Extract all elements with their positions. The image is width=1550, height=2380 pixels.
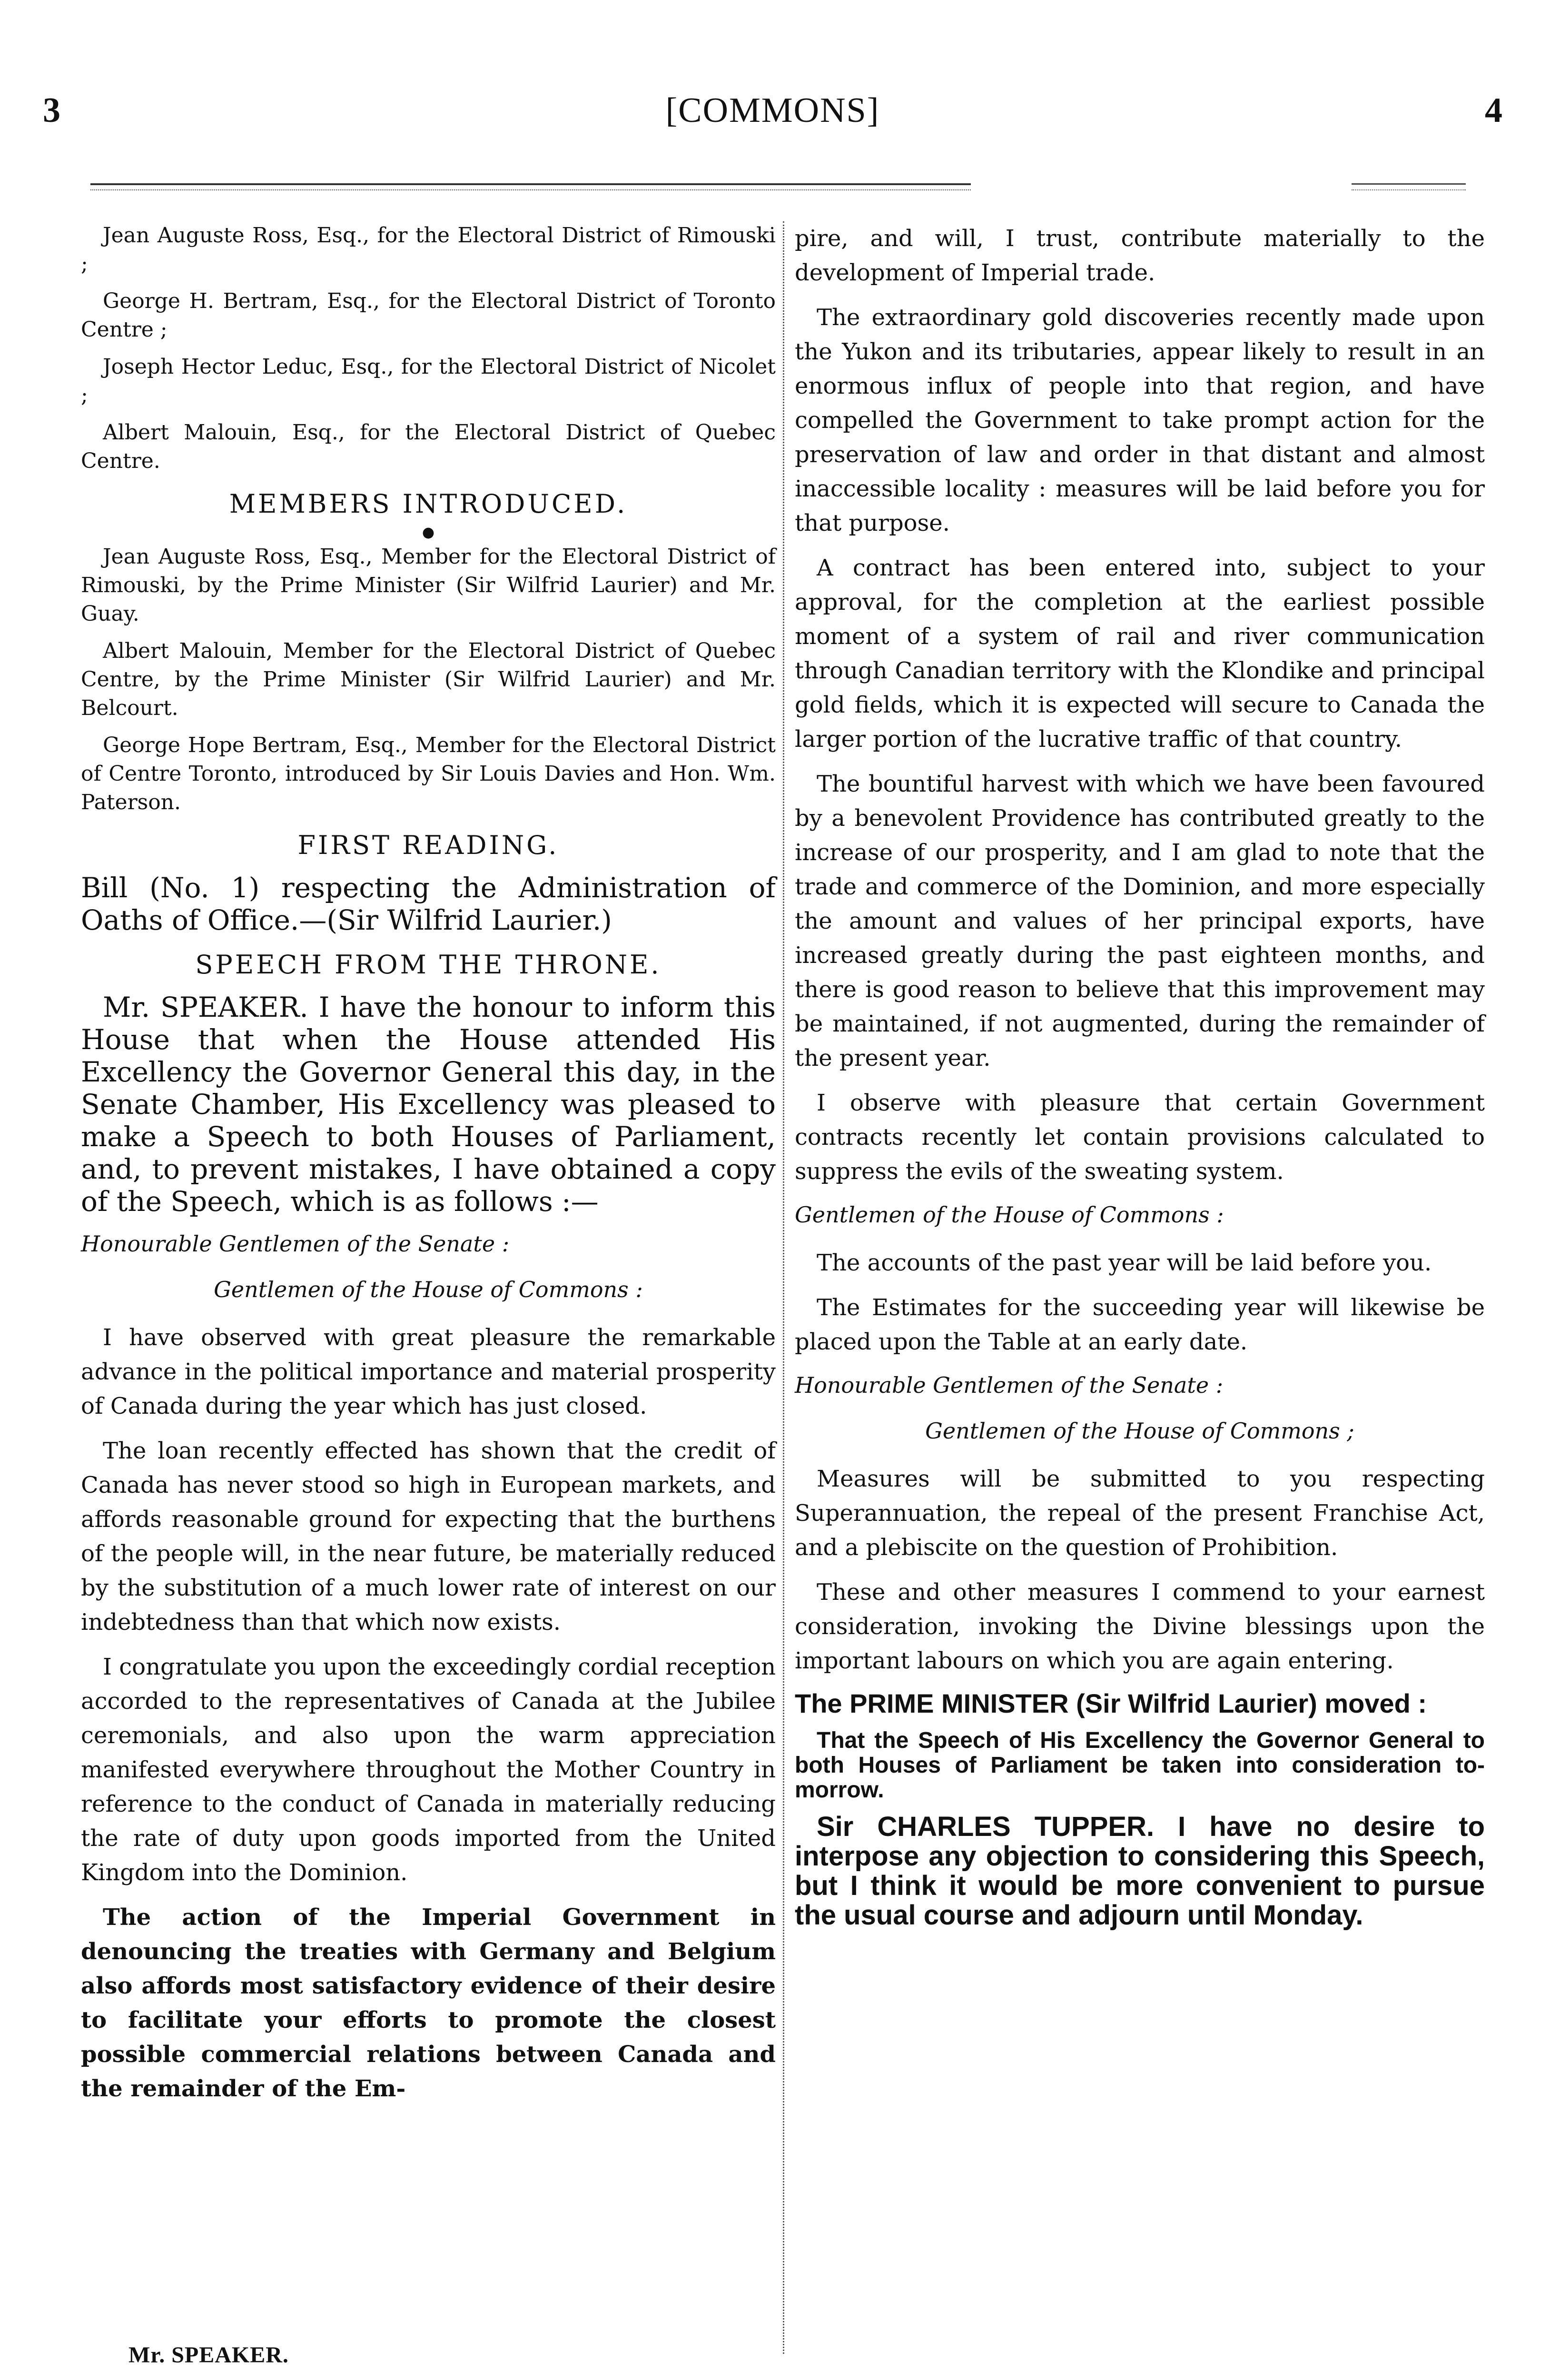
speech-paragraph: These and other measures I commend to your earnest consideration, invoking the Divine blessings upon the important labours on which you are again entering. [795, 1579, 1485, 1674]
speech-paragraph: I observe with pleasure that certain Government contracts recently let contain provisions calculated to suppress the evils of the sweating system. [795, 1090, 1485, 1185]
speech-paragraph: The accounts of the past year will be laid before you. [817, 1250, 1432, 1276]
salutation-commons: Gentlemen of the House of Commons : [795, 1202, 1224, 1228]
section-heading-members-introduced: MEMBERS INTRODUCED. [229, 489, 628, 519]
speech-paragraph: A contract has been entered into, subject to your approval, for the completion at the earliest possible moment of a system of rail and river communication through Canadian territory with the Klondike and principal gold fields, which it is expected will secure to Canada the larger portion of the lucrative traffic of that country. [795, 555, 1485, 753]
speech-paragraph: The Estimates for the succeeding year will likewise be placed upon the Table at an early date. [795, 1294, 1485, 1355]
member-introduced: Jean Auguste Ross, Esq., Member for the Electoral District of Rimouski, by the Prime Minister (Sir Wilfrid Laurier) and Mr. Guay. [81, 545, 776, 626]
page-number-left: 3 [43, 91, 60, 130]
salutation-senate: Honourable Gentlemen of the Senate : [795, 1372, 1224, 1398]
page-header [43, 90, 1502, 148]
speech-paragraph: The extraordinary gold discoveries recently made upon the Yukon and its tributaries, appear likely to result in an enormous influx of people into that region, and have compelled the Government to take prompt action for the preservation of law and order in that distant and almost inaccessible locality : measures will be laid before you for that purpose. [795, 304, 1485, 536]
section-heading-first-reading: FIRST READING. [297, 830, 559, 860]
right-column [795, 221, 1485, 1930]
section-heading-speech: SPEECH FROM THE THRONE. [195, 950, 661, 980]
prime-minister-motion-intro: The PRIME MINISTER (Sir Wilfrid Laurier) moved : [795, 1688, 1427, 1718]
member-sworn: George H. Bertram, Esq., for the Electoral District of Toronto Centre ; [81, 289, 776, 342]
bill-text: Bill (No. 1) respecting the Administration of Oaths of Office.—(Sir Wilfrid Laurier.) [81, 872, 776, 936]
member-introduced: George Hope Bertram, Esq., Member for the Electoral District of Centre Toronto, introduced by Sir Louis Davies and Hon. Wm. Paterson. [81, 733, 776, 814]
speaker-statement: Mr. SPEAKER. I have the honour to inform this House that when the House attended His Excellency the Governor General this day, in the Senate Chamber, His Excellency was pleased to make a Speech to both Houses of Parliament, and, to prevent mistakes, I have obtained a copy of the Speech, which is as follows :— [81, 991, 776, 1218]
motion-text: That the Speech of His Excellency the Governor General to both Houses of Parliament be taken into consideration to-morrow. [795, 1728, 1485, 1803]
salutation-commons: Gentlemen of the House of Commons ; [925, 1418, 1354, 1444]
speech-paragraph-action: The action of the Imperial Government in denouncing the treaties with Germany and Belgium also affords most satisfactory evidence of their desire to facilitate your efforts to promote the closest possible commercial relations between Canada and the remainder of the Em- [81, 1904, 776, 2102]
page-number-right: 4 [1485, 91, 1502, 130]
speech-paragraph: The loan recently effected has shown that the credit of Canada has never stood so high in European markets, and affords reasonable ground for expecting that the burthens of the people will, in the near future, be materially reduced by the substitution of a much lower rate of interest on our indebtedness than that which now exists. [81, 1438, 776, 1636]
bullet-ornament: ● [422, 524, 435, 541]
page-title: [COMMONS] [665, 91, 880, 130]
speech-paragraph: I congratulate you upon the exceedingly cordial reception accorded to the representatives of Canada at the Jubilee ceremonials, and also upon the warm appreciation manifested everywhere throughout the Mother Country in reference to the conduct of Canada in materially reducing the rate of duty upon goods imported from the United Kingdom into the Dominion. [81, 1654, 776, 1886]
tupper-statement: Sir CHARLES TUPPER. I have no desire to interpose any objection to considering this Speech, but I think it would be more convenient to pursue the usual course and adjourn until Monday. [795, 1811, 1485, 1931]
header-rule [90, 183, 971, 185]
left-column [81, 221, 776, 2116]
header-rule-short-dotted [1352, 189, 1466, 190]
speech-paragraph: The bountiful harvest with which we have been favoured by a benevolent Providence has contributed greatly to the increase of our prosperity, and I am glad to note that the trade and commerce of the Dominion, and more especially the amount and values of her principal exports, have increased greatly during the past eighteen months, and there is good reason to believe that this improvement may be maintained, if not augmented, during the remainder of the present year. [795, 771, 1485, 1071]
member-sworn: Jean Auguste Ross, Esq., for the Electoral District of Rimouski ; [81, 223, 776, 276]
salutation-commons: Gentlemen of the House of Commons : [214, 1277, 643, 1302]
speech-paragraph: I have observed with great pleasure the remarkable advance in the political importance and material prosperity of Canada during the year which has just closed. [81, 1324, 776, 1419]
member-introduced: Albert Malouin, Member for the Electoral District of Quebec Centre, by the Prime Minister (Sir Wilfrid Laurier) and Mr. Belcourt. [81, 639, 776, 720]
header-rule-dotted [90, 189, 971, 190]
member-sworn: Joseph Hector Leduc, Esq., for the Electoral District of Nicolet ; [81, 355, 776, 407]
salutation-senate: Honourable Gentlemen of the Senate : [81, 1231, 510, 1257]
column-divider [783, 221, 784, 2354]
member-sworn: Albert Malouin, Esq., for the Electoral District of Quebec Centre. [81, 420, 776, 473]
header-rule-short [1352, 183, 1466, 185]
page-footer: Mr. SPEAKER. [128, 2342, 289, 2368]
speech-continuation: pire, and will, I trust, contribute materially to the development of Imperial trade. [795, 225, 1485, 286]
speech-paragraph: Measures will be submitted to you respecting Superannuation, the repeal of the present Franchise Act, and a plebiscite on the question of Prohibition. [795, 1466, 1485, 1561]
